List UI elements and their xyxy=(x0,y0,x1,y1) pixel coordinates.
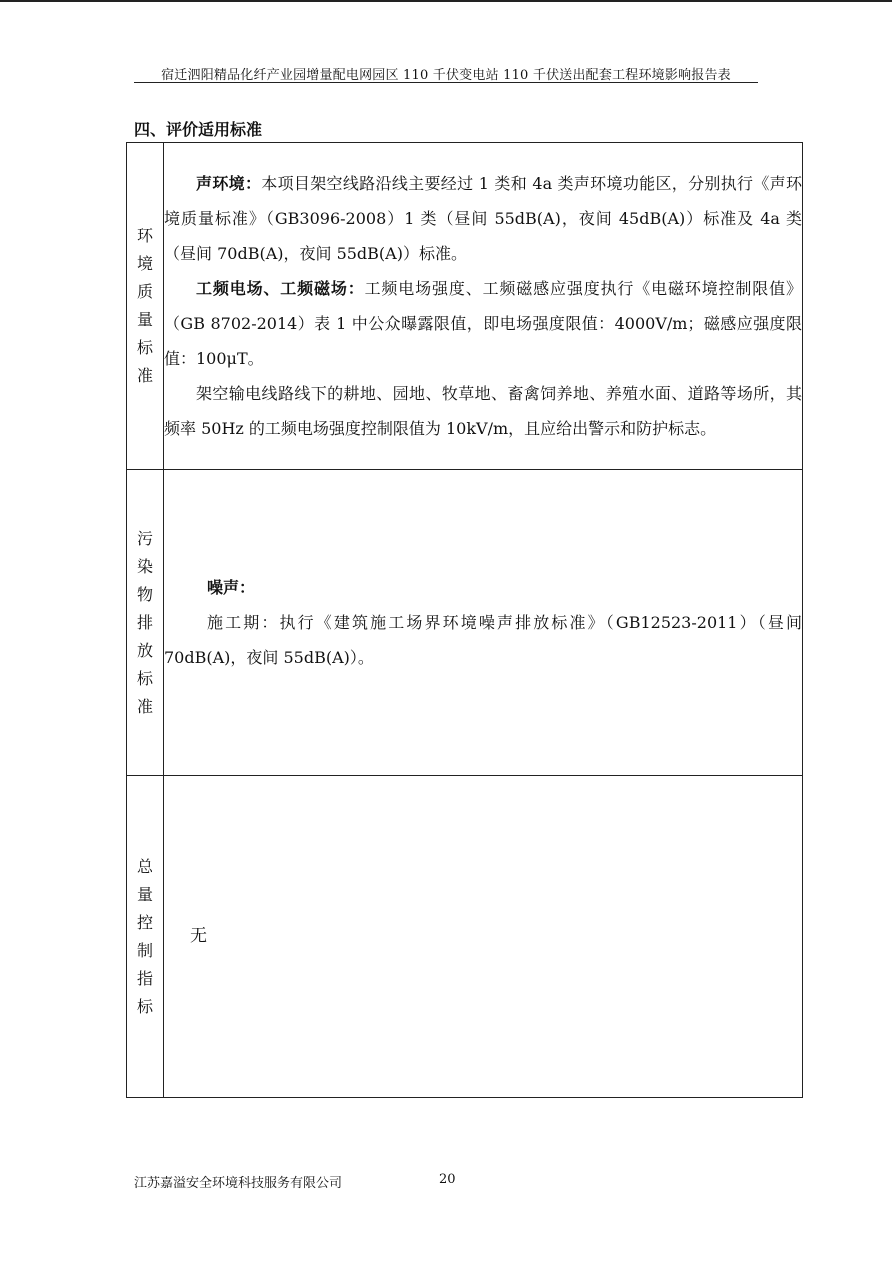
paragraph-text: 工频电场强度、工频磁感应强度执行《电磁环境控制限值》（GB 8702-2014）表 1 中公众曝露限值，即电场强度限值：4000V/m；磁感应强度限值：100μT。 xyxy=(164,279,802,368)
paragraph-lead: 声环境： xyxy=(196,174,262,193)
noise-heading: 噪声： xyxy=(207,578,256,597)
label-char: 标 xyxy=(136,338,153,357)
label-char: 质 xyxy=(136,282,153,301)
label-char: 污 xyxy=(136,528,153,548)
label-char: 量 xyxy=(136,884,153,904)
label-char: 准 xyxy=(136,366,153,385)
row-label-pollutant-discharge xyxy=(127,470,164,776)
label-char: 染 xyxy=(136,556,153,576)
table-row-total-control xyxy=(127,776,803,1098)
table-row-pollutant-discharge xyxy=(127,470,803,776)
label-char: 指 xyxy=(136,968,153,988)
label-char: 境 xyxy=(136,254,153,273)
label-char: 物 xyxy=(136,584,153,604)
label-char: 制 xyxy=(136,940,153,960)
paragraph-lead: 工频电场、工频磁场： xyxy=(196,279,365,298)
footer-company-name: 江苏嘉溢安全环境科技服务有限公司 xyxy=(134,1176,343,1191)
label-char: 放 xyxy=(136,640,153,660)
row-label-environmental-quality xyxy=(127,143,164,470)
paragraph-text: 本项目架空线路沿线主要经过 1 类和 4a 类声环境功能区，分别执行《声环境质量标准》（GB3096-2008）1 类（昼间 55dB(A)，夜间 45dB(A)）标准及 4a 类（昼间 70dB(A)，夜间 55dB(A)）标准。 xyxy=(164,174,802,263)
footer-page-number: 20 xyxy=(439,1172,456,1187)
standards-table xyxy=(126,142,803,1098)
header-rule xyxy=(134,82,758,83)
label-char: 控 xyxy=(136,912,153,932)
environmental-quality-content xyxy=(164,143,803,470)
label-char: 标 xyxy=(136,668,153,688)
label-char: 准 xyxy=(136,696,153,716)
acoustic-environment-paragraph xyxy=(164,166,802,271)
overhead-line-limit-paragraph xyxy=(164,376,802,446)
row-label-total-control xyxy=(127,776,164,1098)
total-control-value: 无 xyxy=(190,926,207,946)
document-header-title: 宿迁泗阳精品化纤产业园增量配电网园区 110 千伏变电站 110 千伏送出配套工程环境影响报告表 xyxy=(161,68,731,83)
total-control-content xyxy=(164,776,803,1098)
label-char: 量 xyxy=(136,310,153,329)
section-heading: 四、评价适用标准 xyxy=(134,120,263,139)
label-char: 排 xyxy=(136,612,153,632)
label-char: 标 xyxy=(136,996,153,1016)
label-char: 环 xyxy=(136,226,153,245)
paragraph-text: 架空输电线路线下的耕地、园地、牧草地、畜禽饲养地、养殖水面、道路等场所，其频率 50Hz 的工频电场强度控制限值为 10kV/m，且应给出警示和防护标志。 xyxy=(164,384,802,438)
pollutant-discharge-content xyxy=(164,470,803,776)
table-row-environmental-quality xyxy=(127,143,803,470)
label-char: 总 xyxy=(136,856,153,876)
page-top-border xyxy=(0,0,892,2)
power-frequency-field-paragraph xyxy=(164,271,802,376)
construction-noise-paragraph: 施工期：执行《建筑施工场界环境噪声排放标准》（GB12523-2011）（昼间 70dB(A)，夜间 55dB(A)）。 xyxy=(164,613,802,667)
